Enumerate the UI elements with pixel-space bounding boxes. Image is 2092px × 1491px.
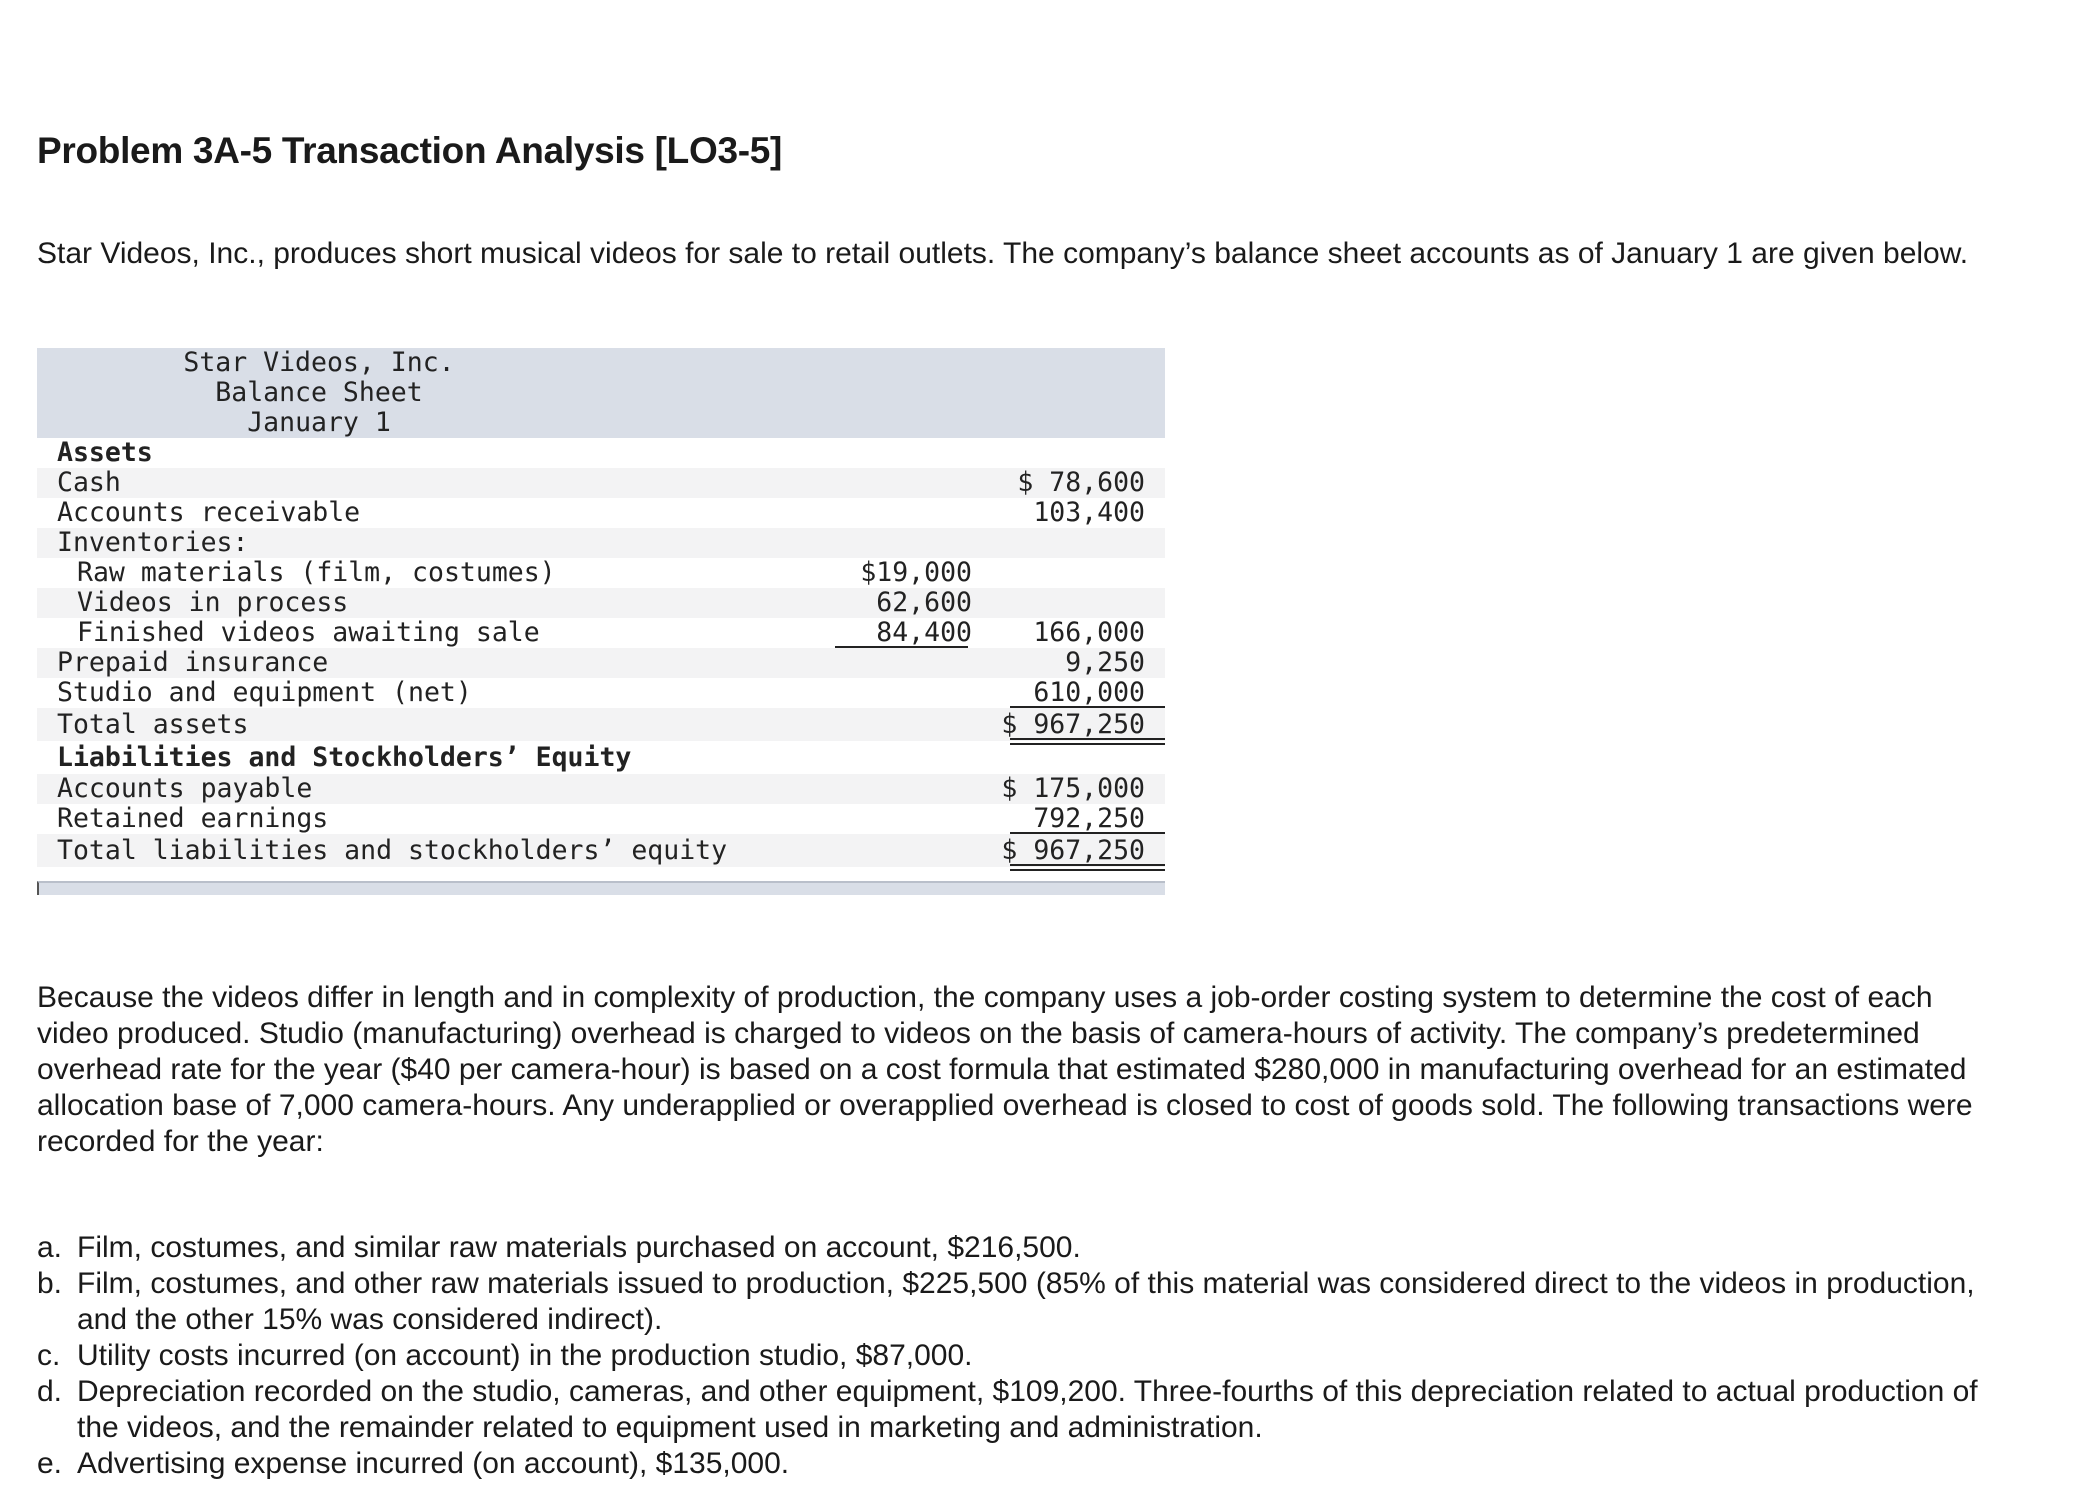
total-assets-label: Total assets — [57, 709, 249, 740]
total-le-label: Total liabilities and stockholders’ equity — [57, 835, 728, 866]
intro-text: Star Videos, Inc., produces short musical videos for sale to retail outlets. The company’s balance sheet accounts as of January 1 are given below. — [37, 237, 1969, 270]
cash-value: $ 78,600 — [1017, 467, 1145, 498]
prepaid-row — [37, 648, 1165, 678]
finished-goods-row — [37, 618, 1165, 648]
statement-date: January 1 — [247, 407, 391, 438]
item-text: Film, costumes, and other raw materials issued to production, $225,500 (85% of this material was considered direct to the videos in production, and the other 15% was considered indirect). — [77, 1267, 1975, 1336]
item-letter: d. — [37, 1375, 63, 1408]
ar-label: Accounts receivable — [57, 497, 361, 528]
raw-materials-value: $19,000 — [860, 557, 972, 588]
re-value: 792,250 — [1033, 803, 1145, 834]
re-label: Retained earnings — [57, 803, 329, 834]
inventories-total: 166,000 — [1033, 617, 1145, 648]
ap-label: Accounts payable — [57, 773, 313, 804]
assets-heading-row — [37, 438, 1165, 468]
liabilities-heading: Liabilities and Stockholders’ Equity — [57, 742, 632, 773]
inventories-row — [37, 528, 1165, 558]
item-text: Film, costumes, and similar raw materials purchased on account, $216,500. — [77, 1231, 1081, 1264]
finished-goods-label: Finished videos awaiting sale — [77, 617, 540, 648]
statement-name: Balance Sheet — [215, 377, 423, 408]
inventories-label: Inventories: — [57, 527, 249, 558]
item-letter: b. — [37, 1267, 63, 1300]
ap-row — [37, 774, 1165, 804]
liabilities-heading-row — [37, 741, 1165, 774]
ar-row — [37, 498, 1165, 528]
studio-value: 610,000 — [1033, 677, 1145, 708]
list-item — [37, 1374, 2027, 1446]
wip-label: Videos in process — [77, 587, 349, 618]
cash-label: Cash — [57, 467, 121, 498]
re-row — [37, 804, 1165, 834]
item-text: Depreciation recorded on the studio, cameras, and other equipment, $109,200. Three-fourths of this depreciation related to actual production of the videos, and the remainder related to equipment used in marketing and administration. — [77, 1375, 1978, 1444]
finished-goods-value: 84,400 — [876, 617, 972, 648]
problem-title: Problem 3A-5 Transaction Analysis [LO3-5] — [37, 130, 783, 171]
studio-label: Studio and equipment (net) — [57, 677, 472, 708]
prepaid-label: Prepaid insurance — [57, 647, 329, 678]
cash-row — [37, 468, 1165, 498]
table-scrollbar[interactable] — [37, 881, 1165, 895]
item-letter: c. — [37, 1339, 61, 1372]
wip-value: 62,600 — [876, 587, 972, 618]
wip-row — [37, 588, 1165, 618]
description-paragraph: Because the videos differ in length and in complexity of production, the company uses a job-order costing system to determine the cost of each video produced. Studio (manufacturing) overhead is charged to videos on the basis of camera-hours of activity. The company’s predetermined overhead rate for the year ($40 per camera-hour) is based on a cost formula that estimated $280,000 in manufacturing overhead for an estimated allocation base of 7,000 camera-hours. Any underapplied or overapplied overhead is closed to cost of goods sold. The following transactions were recorded for the year: — [37, 981, 1973, 1158]
balance-sheet-table — [37, 348, 1165, 895]
item-text: Advertising expense incurred (on account), $135,000. — [77, 1447, 790, 1480]
total-le-double-underline — [1010, 864, 1165, 871]
raw-materials-row — [37, 558, 1165, 588]
raw-materials-label: Raw materials (film, costumes) — [77, 557, 556, 588]
list-item — [37, 1266, 2027, 1338]
total-le-value: $ 967,250 — [1001, 835, 1145, 866]
balance-sheet-header — [37, 348, 1165, 438]
total-le-row — [37, 834, 1165, 867]
ar-value: 103,400 — [1033, 497, 1145, 528]
transactions-list — [37, 1230, 2027, 1482]
studio-row — [37, 678, 1165, 708]
item-letter: a. — [37, 1231, 63, 1264]
list-item — [37, 1338, 2027, 1374]
company-name: Star Videos, Inc. — [183, 347, 455, 378]
ap-value: $ 175,000 — [1001, 773, 1145, 804]
list-item — [37, 1446, 2027, 1482]
prepaid-value: 9,250 — [1065, 647, 1145, 678]
item-letter: e. — [37, 1447, 63, 1480]
item-text: Utility costs incurred (on account) in the production studio, $87,000. — [77, 1339, 973, 1372]
total-assets-value: $ 967,250 — [1001, 709, 1145, 740]
list-item — [37, 1230, 2027, 1266]
assets-heading: Assets — [57, 437, 153, 468]
total-assets-row — [37, 708, 1165, 741]
